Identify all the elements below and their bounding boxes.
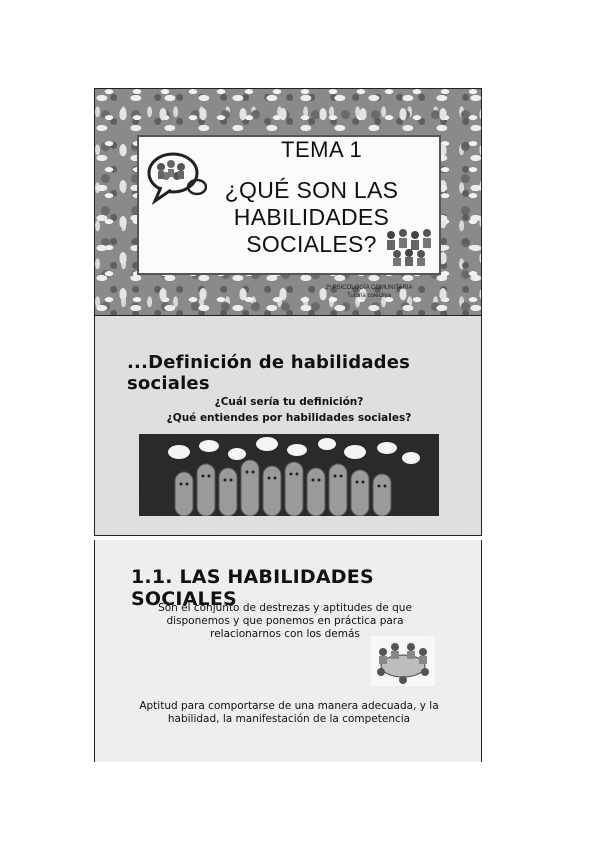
credit-line: Tutoría colectiva [347,293,391,299]
definition-paragraph: Aptitud para comportarse de una manera adecuada, y la habilidad, la manifestación de la competencia [139,700,439,725]
slide-habilidades-sociales [94,540,482,762]
credit-text [309,284,429,300]
tema-label: TEMA 1 [281,137,363,162]
people-group-icon [383,227,435,267]
finger-puppets-image [139,434,439,516]
title-box [137,135,441,275]
slide-heading: ...Definición de habilidades sociales [127,352,411,394]
speech-bubbles-icon [147,147,207,205]
title-line: SOCIALES? [246,231,377,257]
question-text: ¿Cuál sería tu definición? [214,396,364,408]
definition-paragraph: Son el conjunto de destrezas y aptitudes de que disponemos y que ponemos en práctica para relacionarnos con los demás [158,602,412,640]
slide-heading: 1.1. LAS HABILIDADES SOCIALES [131,566,374,610]
slide-tema-1 [94,88,482,316]
title-line: ¿QUÉ SON LAS [224,177,399,203]
credit-line: 2º PSICOLOGÍA COMUNITARIA [325,285,413,291]
question-text: ¿Qué entiendes por habilidades sociales? [166,412,412,424]
slide-definicion [94,316,482,536]
group-meeting-image [371,636,435,686]
title-line: HABILIDADES [233,204,390,230]
